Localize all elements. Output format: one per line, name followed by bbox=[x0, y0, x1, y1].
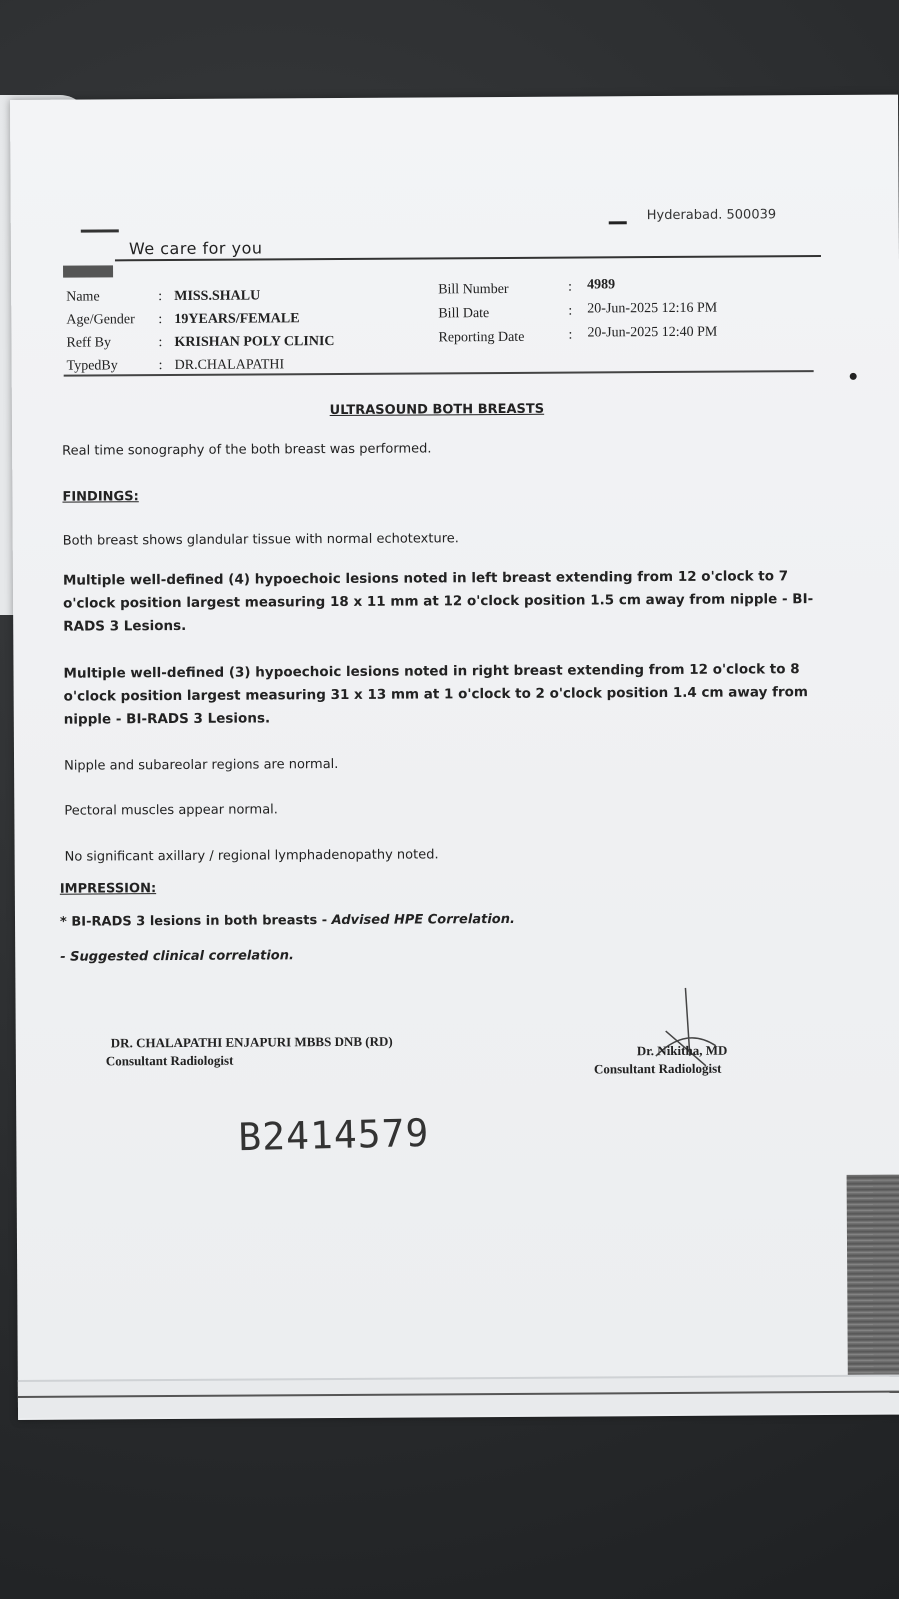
report-intro: Real time sonography of the both breast was performed. bbox=[62, 441, 432, 459]
name-label: Name bbox=[66, 289, 100, 305]
reff-label: Reff By bbox=[66, 335, 112, 351]
header-tagline: We care for you bbox=[128, 238, 263, 259]
age-sep: : bbox=[158, 312, 163, 328]
age-label: Age/Gender bbox=[66, 312, 135, 328]
right-signatory-name: Dr. Nikitha, MD bbox=[636, 1042, 728, 1059]
impression-line-1-advice: Advised HPE Correlation. bbox=[331, 911, 515, 929]
bill-date-label: Bill Date bbox=[438, 306, 490, 322]
impression-line-2: - Suggested clinical correlation. bbox=[60, 948, 294, 965]
typed-value: DR.CHALAPATHI bbox=[174, 357, 285, 373]
header-logo-mark bbox=[81, 229, 119, 232]
impression-line-1 bbox=[60, 912, 515, 930]
reff-value: KRISHAN POLY CLINIC bbox=[174, 334, 335, 350]
age-value: 19YEARS/FEMALE bbox=[174, 311, 300, 328]
finding-pectoral: Pectoral muscles appear normal. bbox=[64, 802, 278, 819]
bill-number-label: Bill Number bbox=[438, 281, 509, 298]
left-signatory-name: DR. CHALAPATHI ENJAPURI MBBS DNB (RD) bbox=[110, 1033, 393, 1051]
typed-label: TypedBy bbox=[66, 358, 118, 374]
bill-date-sep: : bbox=[568, 303, 573, 319]
bill-number-sep: : bbox=[568, 279, 573, 295]
name-value: MISS.SHALU bbox=[174, 288, 261, 305]
report-title: ULTRASOUND BOTH BREASTS bbox=[329, 401, 545, 419]
reff-sep: : bbox=[158, 335, 163, 351]
reporting-date-value: 20-Jun-2025 12:40 PM bbox=[587, 324, 718, 341]
page-edge-shadow bbox=[847, 1175, 899, 1385]
left-signatory-title: Consultant Radiologist bbox=[105, 1052, 234, 1069]
typed-sep: : bbox=[158, 358, 163, 374]
right-signatory-title: Consultant Radiologist bbox=[593, 1060, 722, 1077]
bill-date-value: 20-Jun-2025 12:16 PM bbox=[587, 300, 718, 317]
finding-glandular: Both breast shows glandular tissue with normal echotexture. bbox=[62, 531, 459, 549]
finding-left-breast: Multiple well-defined (4) hypoechoic lesions noted in left breast extending from 12 o'clock to 7 o'clock position largest measuring 18 x 11 mm at 12 o'clock position 1.5 cm away from nipple - BI-RADS 3 Lesions. bbox=[62, 568, 814, 635]
report-paper bbox=[10, 95, 899, 1420]
header-logo-bar bbox=[63, 265, 113, 277]
finding-lymph: No significant axillary / regional lymphadenopathy noted. bbox=[64, 847, 439, 865]
header-city: Hyderabad. 500039 bbox=[646, 207, 777, 224]
findings-heading: FINDINGS: bbox=[62, 489, 139, 505]
reporting-date-label: Reporting Date bbox=[438, 329, 525, 346]
margin-dot bbox=[850, 373, 857, 380]
finding-nipple: Nipple and subareolar regions are normal. bbox=[64, 757, 339, 774]
impression-line-1-text: * BI-RADS 3 lesions in both breasts - bbox=[59, 913, 332, 930]
name-sep: : bbox=[158, 289, 163, 305]
impression-heading: IMPRESSION: bbox=[59, 881, 157, 897]
finding-right-breast: Multiple well-defined (3) hypoechoic lesions noted in right breast extending from 12 o'clock to 8 o'clock position largest measuring 31 x 13 mm at 1 o'clock to 2 o'clock position 1.4 cm away from nipple - BI-RADS 3 Lesions. bbox=[63, 661, 808, 728]
reporting-date-sep: : bbox=[568, 327, 573, 343]
handwritten-number: B2414579 bbox=[237, 1110, 430, 1160]
bill-number-value: 4989 bbox=[587, 277, 616, 293]
header-city-dash bbox=[609, 221, 627, 224]
